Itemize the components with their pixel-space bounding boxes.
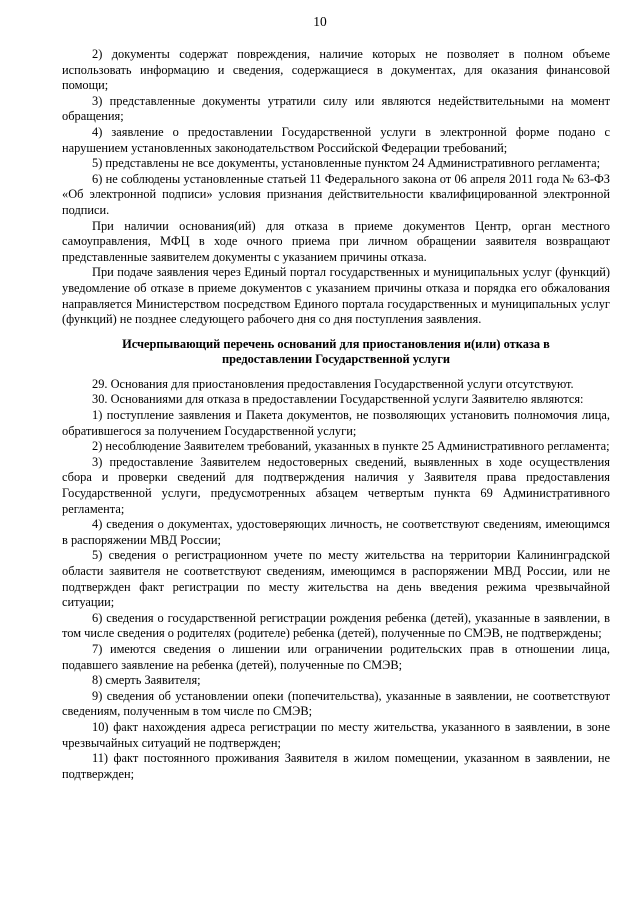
paragraph-incomplete-documents: 5) представлены не все документы, установленные пунктом 24 Административного регламента;: [92, 156, 601, 171]
paragraph-return-documents: При наличии основания(ий) для отказа в приеме документов Центр, орган местного самоуправления, МФЦ в ходе очного приема при личном обращении заявителя возвращают представленные заявителем документы с указанием причины отказа.: [62, 218, 610, 264]
refusal-reason-5: 5) сведения о регистрационном учете по месту жительства на территории Калининградской области заявителя не соответствуют сведениям, имеющимся в распоряжении МВД России, или не подтвержден факт регистрации по месту жительства на день введения режима чрезвычайной ситуации;: [62, 548, 610, 610]
refusal-reason-8: 8) смерть Заявителя;: [92, 673, 201, 688]
clause-29: 29. Основания для приостановления предоставления Государственной услуги отсутствуют.: [92, 376, 574, 391]
refusal-reason-1: 1) поступление заявления и Пакета документов, не позволяющих установить полномочия лица, обратившегося за получением Государственной услуги;: [62, 408, 610, 438]
refusal-reason-10: 10) факт нахождения адреса регистрации по месту жительства, указанного в заявлении, в зоне чрезвычайных ситуаций не подтвержден;: [62, 719, 610, 750]
page-number: 10: [313, 14, 327, 29]
section-heading: Исчерпывающий перечень оснований для приостановления и(или) отказа в предоставлении Государственной услуги: [122, 336, 550, 367]
refusal-reason-9: 9) сведения об установлении опеки (попечительства), указанные в заявлении, не соответствуют сведениям, полученным в том числе по СМЭВ;: [62, 688, 610, 719]
page-content: [62, 47, 610, 782]
refusal-reason-3: 3) предоставление Заявителем недостоверных сведений, выявленных в ходе осуществления сбора и проверки сведений для подтверждения наличия у Заявителя права предоставления Государственной услуги, предусмотренных абзацем четвертым пункта 69 Административного регламента;: [62, 454, 610, 516]
paragraph-portal-notification: При подаче заявления через Единый портал государственных и муниципальных услуг (функций) уведомление об отказе в приеме документов с указанием причины отказа и порядка его обжалования направляется Министерством посредством Единого портала государственных и муниципальных услуг (функций) не позднее следующего рабочего дня со дня поступления заявления.: [62, 265, 610, 327]
paragraph-electronic-signature: 6) не соблюдены установленные статьей 11 Федерального закона от 06 апреля 2011 года № 63-ФЗ «Об электронной подписи» условия признания действительности квалифицированной электронной подписи.: [62, 171, 610, 217]
clause-30: 30. Основаниями для отказа в предоставлении Государственной услуги Заявителю являются:: [92, 392, 584, 407]
spacer: [62, 328, 610, 337]
refusal-reason-4: 4) сведения о документах, удостоверяющих личность, не соответствуют сведениям, имеющимся в распоряжении МВД России;: [62, 517, 610, 547]
spacer: [62, 368, 610, 377]
paragraph-documents-damaged: 2) документы содержат повреждения, наличие которых не позволяет в полном объеме использовать информацию и сведения, содержащиеся в документах, для оказания финансовой помощи;: [62, 47, 610, 93]
paragraph-electronic-violation: 4) заявление о предоставлении Государственной услуги в электронной форме подано с нарушением установленных законодательством Российской Федерации требований;: [62, 124, 610, 155]
refusal-reason-6: 6) сведения о государственной регистрации рождения ребенка (детей), указанные в заявлении, в том числе сведения о родителях (родителе) ребенка (детей), полученные по СМЭВ, не подтверждены;: [62, 610, 610, 641]
refusal-reason-11: 11) факт постоянного проживания Заявителя в жилом помещении, указанном в заявлении, не подтвержден;: [62, 751, 610, 781]
paragraph-documents-invalid: 3) представленные документы утратили силу или являются недействительными на момент обращения;: [62, 93, 610, 124]
refusal-reason-7: 7) имеются сведения о лишении или ограничении родительских прав в отношении лица, подавшего заявление на ребенка (детей), полученные по СМЭВ;: [62, 641, 610, 672]
refusal-reason-2: 2) несоблюдение Заявителем требований, указанных в пункте 25 Административного регламента;: [92, 439, 610, 454]
